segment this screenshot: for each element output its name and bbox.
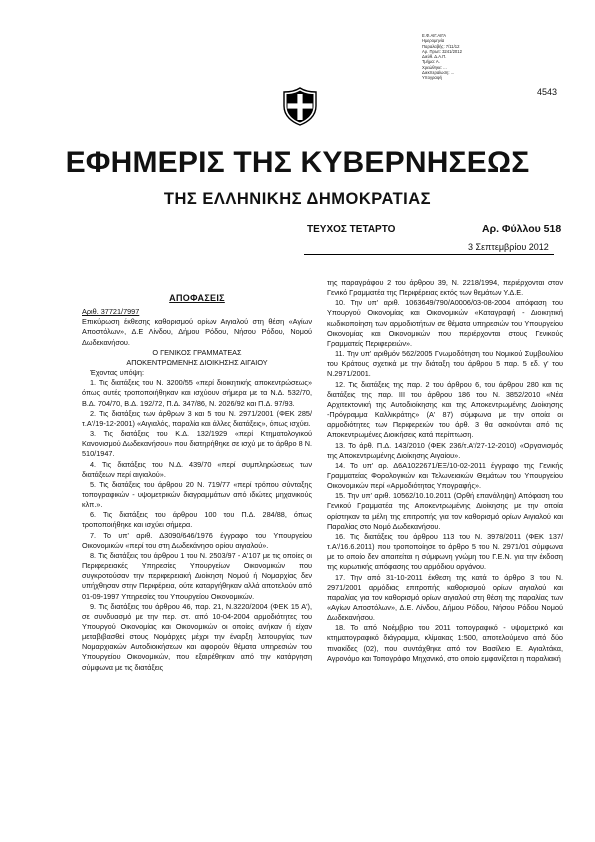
- paragraph: 5. Τις διατάξεις του άρθρου 20 Ν. 719/77 «περί τρόπου σύνταξης τοπογραφικών - υψομετρικών διαγραμμάτων από ιδιώτες μηχανικούς κλπ.».: [82, 479, 312, 510]
- paragraph: 18. Το από Νοέμβριο του 2011 τοπογραφικό - υψομετρικό και κτηματογραφικό διάγραμμα, κλίμακας 1:500, αποτελούμενο από δύο πινακίδες (02), που συντάχθηκε από τον Βασίλειο Ε. Αγιαλτάκα, Αγρονόμο και Τοπογράφο Μηχανικό, στο οποίο εμφανίζεται η παραλιακή: [327, 623, 563, 663]
- paragraph: 3. Τις διατάξεις του Κ.Δ. 132/1929 «περί Κτηματολογικού Κανονισμού Δωδεκανήσου» που διατηρήθηκε σε ισχύ με το άρθρο 8 Ν. 510/1947.: [82, 429, 312, 459]
- stamp-line: Χρεώθηκε: ...: [422, 64, 447, 70]
- stamp-line: Διεκπεραίωση: ...: [422, 70, 455, 76]
- page-number: 4543: [537, 87, 558, 97]
- stamp-line: Ημερομηνία: [422, 38, 445, 44]
- left-column: [82, 278, 312, 673]
- paragraph: 16. Τις διατάξεις του άρθρου 113 του Ν. 3978/2011 (ΦΕΚ 137/τ.Α'/16.6.2011) που τροποποίησε το άρθρο 5 του Ν. 2971/01 σύμφωνα με το οποίο δεν απαιτείται η σύμφωνη γνώμη του Γ.Ε.Ν. για την έκδοση της κυρωτικής απόφασης του αρμόδιου οργάνου.: [327, 531, 563, 572]
- paragraph: 13. Το άρθ. Π.Δ. 143/2010 (ΦΕΚ 236/τ.Α'/27-12-2010) «Οργανισμός της Αποκεντρωμένης Διοίκησης Αιγαίου».: [327, 440, 563, 460]
- issue-type: ΤΕΥΧΟΣ ΤΕΤΑΡΤΟ: [307, 224, 396, 235]
- left-paragraphs: [82, 378, 312, 673]
- paragraph: 12. Τις διατάξεις της παρ. 2 του άρθρου 6, του άρθρου 280 και τις διατάξεις της παρ. ΙΙΙ του άρθρου 186 του Ν. 3852/2010 «Νέα Αρχιτεκτονική της Αυτοδιοίκησης και της Αποκεντρωμένης Διοίκησης -Πρόγραμμα Καλλικράτης» (Α' 87) σύμφωνα με την οποία οι αρμοδιότητες των Περιφερειών του άρθ. 3 θα ασκούνται από τις Αποκεντρωμένες Διοικήσεις κατά περίπτωση.: [327, 379, 563, 440]
- publication-date: 3 Σεπτεμβρίου 2012: [468, 242, 549, 252]
- paragraph: 9. Τις διατάξεις του άρθρου 46, παρ. 21, Ν.3220/2004 (ΦΕΚ 15 Α'), σε συνδυασμό με την περ. στ. από 10-04-2004 αρμοδιότητες του Υπουργού Οικονομίας και Οικονομικών οι οποίες ανήκαν ή είχαν μεταβιβασθεί στους Νομάρχες μέχρι την έναρξη λειτουργίας των Νομαρχιακών Αυτοδιοικήσεων και αφορούν θέματα υπηρεσιών του Υπουργείου Οικονομικών, που εξαιρέθηκαν από την κατάργηση σύμφωνα με τις διατάξεις: [82, 601, 312, 672]
- sheet-number-value: 518: [543, 223, 562, 235]
- paragraph: 6. Τις διατάξεις του άρθρου 100 του Π.Δ. 284/88, όπως τροποποιήθηκε και ισχύει σήμερα.: [82, 510, 312, 530]
- paragraph: 2. Τις διατάξεις των άρθρων 3 και 5 του Ν. 2971/2001 (ΦΕΚ 285/τ.Α'/19-12-2001) «Αιγιαλός, παραλία και άλλες διατάξεις», όπως ισχύει.: [82, 408, 312, 428]
- decision-title: Επικύρωση έκθεσης καθορισμού ορίων Αιγιαλού στη θέση «Αγίων Αποστόλων», Δ.Ε Λίνδου, Δήμου Ρόδου, Νήσου Ρόδου, Νομού Δωδεκανήσου.: [82, 317, 312, 347]
- greek-coat-of-arms-icon: [280, 86, 320, 126]
- paragraph: 17. Την από 31-10-2011 έκθεση της κατά το άρθρο 3 του Ν. 2971/2001 αρμόδιας επιτροπής καθορισμού ορίων αιγιαλού και παραλίας για τον καθορισμό ορίων αιγιαλού στη θέση της παραλίας των «Αγίων Αποστόλων», Δ.Ε. Λίνδου, Δήμου Ρόδου, Νήσου Ρόδου Νομού Δωδεκανήσου.: [327, 572, 563, 623]
- stamp-line: Διεύθ. Δ.Α.Π.: [422, 54, 447, 60]
- gazette-subtitle: ΤΗΣ ΕΛΛΗΝΙΚΗΣ ΔΗΜΟΚΡΑΤΙΑΣ: [163, 190, 432, 208]
- receipt-stamp: [422, 33, 504, 81]
- paragraph: 10. Την υπ' αριθ. 1063649/790/Α0006/03-08-2004 απόφαση του Υπουργού Οικονομίας και Οικονομικών «Καταγραφή - Διοικητική κωδικοποίηση των αρμοδιοτήτων σε θέματα υπηρεσιών του Υπουργείου Οικονομίας και Οικονομικών που περιέρχονται στους Γενικούς Γραμματείς Περιφερειών».: [327, 298, 563, 348]
- stamp-line: Αρ. Πρωτ: 3241/2012: [422, 48, 462, 54]
- right-column: [327, 278, 563, 664]
- paragraph: 8. Τις διατάξεις του άρθρου 1 του Ν. 2503/97 - Α'107 με τις οποίες οι Περιφερειακές Υπηρεσίες Υπουργείων Οικονομικών που συγκροτούσαν την περιφερειακή Διοίκηση Νομού ή Νομαρχίας δεν υπήχθησαν στην Περιφέρεια, ούτε καταργήθηκαν αλλά αποτελούν από 01-09-1997 Υπηρεσίες του Υπουργείου Οικονομικών.: [82, 550, 312, 601]
- stamp-line: Ε.Φ.ΑΙΓ.ΑΙΓΑ: [422, 33, 447, 38]
- paragraph: 15. Την υπ' αριθ. 10562/10.10.2011 (Ορθή επανάληψη) Απόφαση του Γενικού Γραμματέα της Αποκεντρωμένης Διοίκησης με την οποία ορίστηκαν τα μέλη της επιτροπής για τον καθορισμό ορίων Αιγιαλού και Παραλίας στο Νομό Δωδεκανήσου.: [327, 491, 563, 531]
- paragraph: της παραγράφου 2 του άρθρου 39, Ν. 2218/1994, περιέρχονται στον Γενικό Γραμματέα της Περιφέρειας εκτός των θεμάτων Υ.Δ.Ε.: [327, 278, 563, 298]
- stamp-line: Παραλαβής: 7/11/12: [422, 43, 460, 49]
- paragraph: 11. Την υπ' αριθμόν 562/2005 Γνωμοδότηση του Νομικού Συμβουλίου του Κράτους σχετικά με την διάταξη του άρθρου 5 παρ. 5 εδ. γ' του Ν.2971/2001.: [327, 349, 563, 379]
- considering-line: Έχοντας υπόψη:: [90, 368, 144, 378]
- header-divider: [304, 254, 554, 255]
- decision-number: Αριθ. 37721/7997: [82, 307, 140, 317]
- stamp-line: Υπογραφή: [422, 75, 442, 81]
- section-heading: ΑΠΟΦΑΣΕΙΣ: [169, 293, 225, 303]
- stamp-line: Τμήμα: Α.: [422, 59, 440, 65]
- authority-subtitle: ΑΠΟΚΕΝΤΡΩΜΕΝΗΣ ΔΙΟΙΚΗΣΗΣ ΑΙΓΑΙΟΥ: [126, 357, 268, 367]
- sheet-number: [482, 223, 561, 235]
- authority-title: Ο ΓΕΝΙΚΟΣ ΓΡΑΜΜΑΤΕΑΣ: [152, 347, 242, 357]
- gazette-title: ΕΦΗΜΕΡΙΣ ΤΗΣ ΚΥΒΕΡΝΗΣΕΩΣ: [65, 146, 530, 179]
- sheet-number-label: Αρ. Φύλλου: [482, 223, 541, 235]
- paragraph: 1. Τις διατάξεις του Ν. 3200/55 «περί διοικητικής αποκεντρώσεως» όπως αυτές τροποποιήθηκαν και ισχύουν σήμερα με τα Ν.Δ. 532/70, Β.Δ. 704/70, Β.Δ. 192/72, Π.Δ. 347/86, Ν. 2026/92 και Π.Δ. 97/93.: [82, 378, 312, 408]
- paragraph: 7. Το υπ' αριθ. Δ3090/646/1976 έγγραφο του Υπουργείου Οικονομικών «περί του στη Δωδεκάνησο ορίου αιγιαλού».: [82, 530, 312, 550]
- paragraph: 14. Το υπ' αρ. Δ6Α1022671/ΕΞ/10-02-2011 έγγραφο της Γενικής Γραμματείας Φορολογικών και Τελωνειακών Θεμάτων του Υπουργείου Οικονομικών περί «Αρμοδιότητας Υπογραφής».: [327, 460, 563, 491]
- right-paragraphs: [327, 278, 563, 664]
- paragraph: 4. Τις διατάξεις του Ν.Δ. 439/70 «περί συμπληρώσεως των διατάξεων περί αιγιαλού».: [82, 459, 312, 479]
